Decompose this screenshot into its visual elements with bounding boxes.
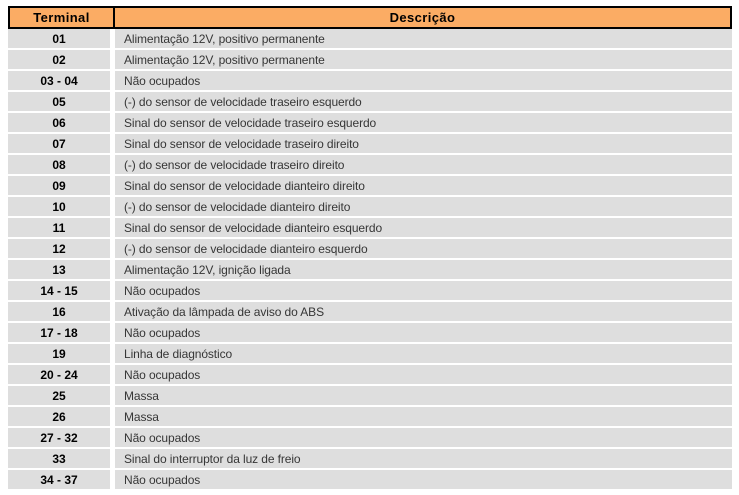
terminal-cell: 16: [8, 302, 110, 321]
descricao-cell: Sinal do sensor de velocidade dianteiro direito: [115, 176, 732, 195]
column-header-descricao: Descrição: [389, 10, 456, 25]
terminal-cell: 34 - 37: [8, 470, 110, 489]
descricao-cell: Massa: [115, 407, 732, 426]
descricao-cell: Não ocupados: [115, 470, 732, 489]
terminal-cell: 10: [8, 197, 110, 216]
table-row: [8, 134, 732, 153]
descricao-cell: Sinal do sensor de velocidade dianteiro esquerdo: [115, 218, 732, 237]
table-row: [8, 470, 732, 489]
descricao-cell: (-) do sensor de velocidade dianteiro direito: [115, 197, 732, 216]
descricao-cell: Não ocupados: [115, 428, 732, 447]
descricao-cell: Sinal do interruptor da luz de freio: [115, 449, 732, 468]
terminal-cell: 12: [8, 239, 110, 258]
terminal-cell: 09: [8, 176, 110, 195]
table-row: [8, 302, 732, 321]
terminal-cell: 27 - 32: [8, 428, 110, 447]
table-row: [8, 239, 732, 258]
terminal-cell: 13: [8, 260, 110, 279]
descricao-cell: Massa: [115, 386, 732, 405]
table-row: [8, 50, 732, 69]
table-header-row: [8, 6, 732, 29]
descricao-cell: Alimentação 12V, positivo permanente: [115, 29, 732, 48]
table-row: [8, 281, 732, 300]
table-row: [8, 155, 732, 174]
terminal-cell: 08: [8, 155, 110, 174]
terminal-cell: 19: [8, 344, 110, 363]
descricao-cell: Não ocupados: [115, 281, 732, 300]
table-row: [8, 113, 732, 132]
descricao-cell: Ativação da lâmpada de aviso do ABS: [115, 302, 732, 321]
terminal-cell: 11: [8, 218, 110, 237]
terminal-cell: 25: [8, 386, 110, 405]
descricao-cell: (-) do sensor de velocidade traseiro direito: [115, 155, 732, 174]
table-row: [8, 29, 732, 48]
table-row: [8, 197, 732, 216]
descricao-cell: Linha de diagnóstico: [115, 344, 732, 363]
terminal-cell: 06: [8, 113, 110, 132]
terminal-cell: 03 - 04: [8, 71, 110, 90]
column-header-terminal: Terminal: [10, 8, 115, 27]
descricao-cell: Alimentação 12V, positivo permanente: [115, 50, 732, 69]
table-row: [8, 365, 732, 384]
descricao-cell: (-) do sensor de velocidade dianteiro esquerdo: [115, 239, 732, 258]
table-row: [8, 260, 732, 279]
terminal-cell: 14 - 15: [8, 281, 110, 300]
descricao-cell: Alimentação 12V, ignição ligada: [115, 260, 732, 279]
terminal-cell: 20 - 24: [8, 365, 110, 384]
terminal-cell: 05: [8, 92, 110, 111]
terminal-cell: 02: [8, 50, 110, 69]
terminal-cell: 17 - 18: [8, 323, 110, 342]
table-body: [8, 29, 732, 489]
table-row: [8, 407, 732, 426]
terminal-pinout-table: [8, 6, 732, 491]
descricao-cell: (-) do sensor de velocidade traseiro esquerdo: [115, 92, 732, 111]
descricao-cell: Não ocupados: [115, 365, 732, 384]
table-row: [8, 71, 732, 90]
terminal-cell: 07: [8, 134, 110, 153]
terminal-cell: 01: [8, 29, 110, 48]
table-row: [8, 428, 732, 447]
descricao-cell: Não ocupados: [115, 71, 732, 90]
table-row: [8, 344, 732, 363]
table-row: [8, 386, 732, 405]
terminal-cell: 33: [8, 449, 110, 468]
table-row: [8, 449, 732, 468]
table-row: [8, 92, 732, 111]
descricao-cell: Sinal do sensor de velocidade traseiro esquerdo: [115, 113, 732, 132]
descricao-cell: Não ocupados: [115, 323, 732, 342]
terminal-cell: 26: [8, 407, 110, 426]
table-row: [8, 323, 732, 342]
descricao-cell: Sinal do sensor de velocidade traseiro direito: [115, 134, 732, 153]
table-row: [8, 218, 732, 237]
table-row: [8, 176, 732, 195]
